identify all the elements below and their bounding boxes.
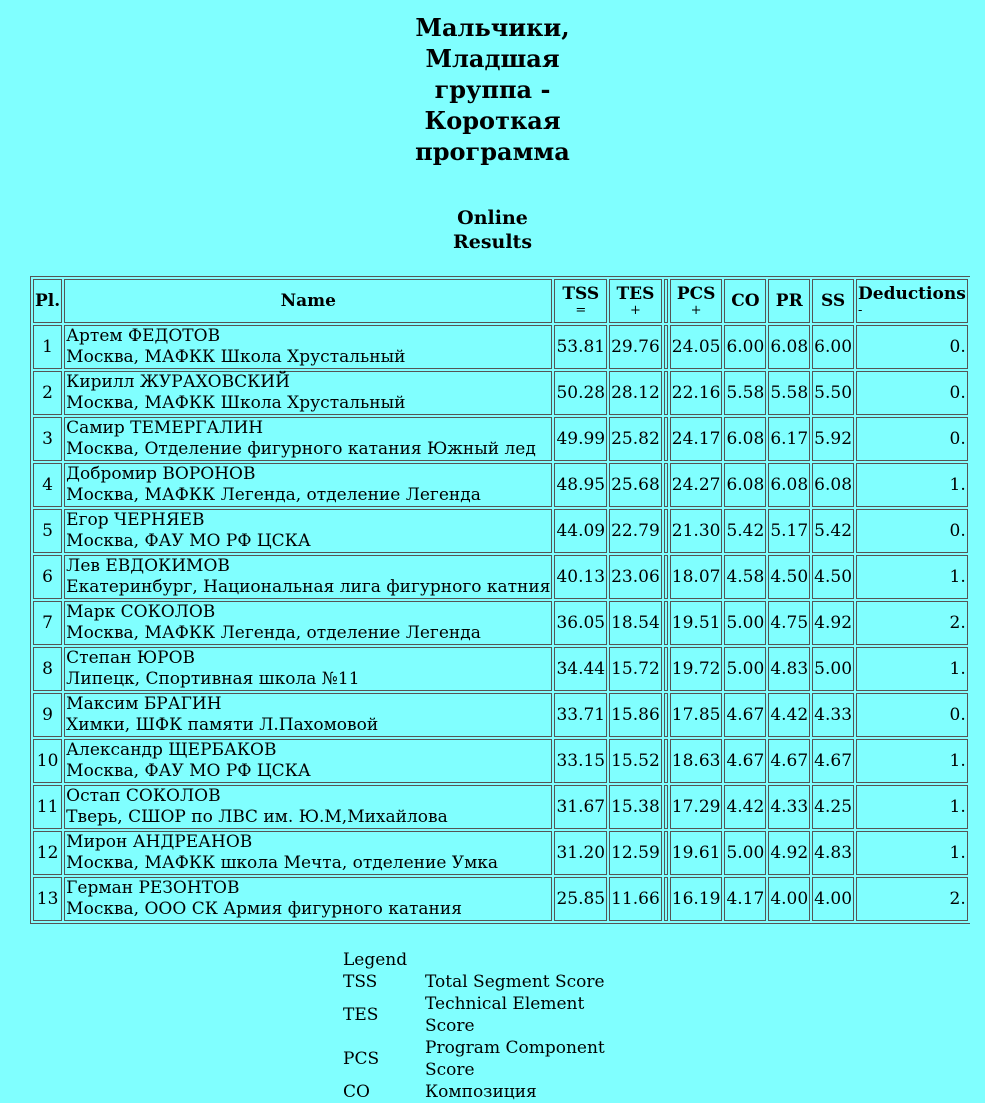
header-tes-label: TES bbox=[616, 284, 655, 304]
skater-club: Химки, ШФК памяти Л.Пахомовой bbox=[66, 715, 379, 735]
pcs-cell: 19.61 bbox=[670, 831, 723, 875]
name-cell bbox=[64, 647, 552, 691]
place-cell: 3 bbox=[33, 417, 62, 461]
place-cell: 13 bbox=[33, 877, 62, 921]
table-row bbox=[33, 739, 968, 783]
tes-cell: 29.76 bbox=[609, 325, 662, 369]
gap-cell bbox=[664, 739, 668, 783]
name-cell bbox=[64, 739, 552, 783]
skater-club: Москва, МАФКК школа Мечта, отделение Умка bbox=[66, 853, 499, 873]
gap-cell bbox=[664, 555, 668, 599]
skater-club: Москва, ФАУ МО РФ ЦСКА bbox=[66, 761, 311, 781]
pcs-cell: 24.17 bbox=[670, 417, 723, 461]
pcs-cell: 24.05 bbox=[670, 325, 723, 369]
tes-cell: 12.59 bbox=[609, 831, 662, 875]
pcs-cell: 16.19 bbox=[670, 877, 723, 921]
title-line: Мальчики, bbox=[415, 13, 570, 42]
name-cell bbox=[64, 325, 552, 369]
skater-name: Кирилл ЖУРАХОВСКИЙ bbox=[66, 372, 290, 392]
pcs-cell: 17.29 bbox=[670, 785, 723, 829]
pr-cell: 4.92 bbox=[768, 831, 810, 875]
skater-name: Александр ЩЕРБАКОВ bbox=[66, 740, 277, 760]
place-cell: 11 bbox=[33, 785, 62, 829]
tss-cell: 44.09 bbox=[554, 509, 607, 553]
subtitle-line: Results bbox=[452, 231, 533, 253]
table-row bbox=[33, 325, 968, 369]
skater-club: Москва, МАФКК Школа Хрустальный bbox=[66, 347, 406, 367]
deductions-cell: 0. bbox=[856, 417, 968, 461]
title-line: программа bbox=[415, 137, 570, 166]
skater-club: Екатеринбург, Национальная лига фигурного катния bbox=[66, 577, 551, 597]
co-cell: 5.42 bbox=[724, 509, 766, 553]
pr-cell: 5.58 bbox=[768, 371, 810, 415]
pr-cell: 4.67 bbox=[768, 739, 810, 783]
tss-cell: 31.20 bbox=[554, 831, 607, 875]
deductions-cell: 2. bbox=[856, 601, 968, 645]
ss-cell: 4.83 bbox=[812, 831, 854, 875]
page-subtitle bbox=[0, 206, 985, 254]
results-table bbox=[30, 276, 970, 924]
table-row bbox=[33, 693, 968, 737]
pcs-cell: 19.72 bbox=[670, 647, 723, 691]
skater-name: Егор ЧЕРНЯЕВ bbox=[66, 510, 205, 530]
co-cell: 5.00 bbox=[724, 601, 766, 645]
ss-cell: 4.00 bbox=[812, 877, 854, 921]
skater-name: Максим БРАГИН bbox=[66, 694, 222, 714]
gap-cell bbox=[664, 831, 668, 875]
skater-club: Москва, Отделение фигурного катания Южный лед bbox=[66, 439, 536, 459]
deductions-cell: 0. bbox=[856, 693, 968, 737]
legend-abbr: CO bbox=[343, 1082, 370, 1102]
skater-name: Добромир ВОРОНОВ bbox=[66, 464, 256, 484]
header-tes bbox=[609, 279, 662, 323]
co-cell: 5.00 bbox=[724, 831, 766, 875]
legend-item bbox=[343, 1037, 615, 1081]
name-cell bbox=[64, 371, 552, 415]
page-title bbox=[0, 12, 985, 167]
skater-club: Москва, МАФКК Школа Хрустальный bbox=[66, 393, 406, 413]
skater-name: Степан ЮРОВ bbox=[66, 648, 195, 668]
legend-abbr: PCS bbox=[343, 1049, 380, 1069]
tes-cell: 22.79 bbox=[609, 509, 662, 553]
header-tes-symbol: + bbox=[629, 303, 641, 318]
ss-cell: 5.00 bbox=[812, 647, 854, 691]
tss-cell: 36.05 bbox=[554, 601, 607, 645]
pr-cell: 5.17 bbox=[768, 509, 810, 553]
ss-cell: 4.33 bbox=[812, 693, 854, 737]
co-cell: 4.58 bbox=[724, 555, 766, 599]
skater-club: Москва, МАФКК Легенда, отделение Легенда bbox=[66, 623, 481, 643]
pcs-cell: 21.30 bbox=[670, 509, 723, 553]
legend-abbr: TES bbox=[343, 1005, 379, 1025]
pr-cell: 6.08 bbox=[768, 325, 810, 369]
name-cell bbox=[64, 877, 552, 921]
co-cell: 5.58 bbox=[724, 371, 766, 415]
tes-cell: 28.12 bbox=[609, 371, 662, 415]
skater-name: Марк СОКОЛОВ bbox=[66, 602, 216, 622]
name-cell bbox=[64, 463, 552, 507]
skater-name: Мирон АНДРЕАНОВ bbox=[66, 832, 253, 852]
table-row bbox=[33, 555, 968, 599]
skater-club: Москва, ФАУ МО РФ ЦСКА bbox=[66, 531, 311, 551]
header-deductions bbox=[856, 279, 968, 323]
pr-cell: 4.75 bbox=[768, 601, 810, 645]
header-pcs-symbol: + bbox=[690, 303, 702, 318]
place-cell: 10 bbox=[33, 739, 62, 783]
tss-cell: 33.15 bbox=[554, 739, 607, 783]
deductions-cell: 0. bbox=[856, 325, 968, 369]
legend-desc: Program Component Score bbox=[425, 1038, 605, 1080]
place-cell: 9 bbox=[33, 693, 62, 737]
tss-cell: 34.44 bbox=[554, 647, 607, 691]
skater-club: Тверь, СШОР по ЛВС им. Ю.М,Михайлова bbox=[66, 807, 448, 827]
legend-abbr: TSS bbox=[343, 972, 378, 992]
skater-name: Самир ТЕМЕРГАЛИН bbox=[66, 418, 264, 438]
tes-cell: 23.06 bbox=[609, 555, 662, 599]
header-pcs bbox=[670, 279, 723, 323]
co-cell: 6.00 bbox=[724, 325, 766, 369]
skater-club: Москва, МАФКК Легенда, отделение Легенда bbox=[66, 485, 481, 505]
pr-cell: 6.17 bbox=[768, 417, 810, 461]
place-cell: 5 bbox=[33, 509, 62, 553]
skater-name: Артем ФЕДОТОВ bbox=[66, 326, 221, 346]
co-cell: 6.08 bbox=[724, 463, 766, 507]
legend-desc: Total Segment Score bbox=[425, 972, 605, 992]
gap-cell bbox=[664, 785, 668, 829]
ss-cell: 4.92 bbox=[812, 601, 854, 645]
pr-cell: 4.42 bbox=[768, 693, 810, 737]
header-pcs-label: PCS bbox=[676, 284, 716, 304]
legend-desc: Композиция bbox=[425, 1082, 537, 1102]
table-row bbox=[33, 877, 968, 921]
gap-cell bbox=[664, 877, 668, 921]
pr-cell: 4.00 bbox=[768, 877, 810, 921]
header-deductions-label: Deductions bbox=[858, 284, 966, 304]
title-line: Короткая bbox=[424, 106, 561, 135]
pr-cell: 6.08 bbox=[768, 463, 810, 507]
gap-cell bbox=[664, 417, 668, 461]
name-cell bbox=[64, 601, 552, 645]
gap-cell bbox=[664, 371, 668, 415]
name-cell bbox=[64, 417, 552, 461]
legend-desc: Technical Element Score bbox=[425, 994, 585, 1036]
header-tss-label: TSS bbox=[562, 284, 600, 304]
ss-cell: 5.92 bbox=[812, 417, 854, 461]
tss-cell: 33.71 bbox=[554, 693, 607, 737]
gap-cell bbox=[664, 463, 668, 507]
pr-cell: 4.50 bbox=[768, 555, 810, 599]
place-cell: 2 bbox=[33, 371, 62, 415]
pcs-cell: 19.51 bbox=[670, 601, 723, 645]
table-row bbox=[33, 785, 968, 829]
tss-cell: 49.99 bbox=[554, 417, 607, 461]
pr-cell: 4.83 bbox=[768, 647, 810, 691]
co-cell: 4.17 bbox=[724, 877, 766, 921]
skater-name: Герман РЕЗОНТОВ bbox=[66, 878, 240, 898]
tss-cell: 31.67 bbox=[554, 785, 607, 829]
ss-cell: 5.50 bbox=[812, 371, 854, 415]
legend bbox=[343, 949, 615, 1103]
skater-club: Липецк, Спортивная школа №11 bbox=[66, 669, 360, 689]
ss-cell: 6.08 bbox=[812, 463, 854, 507]
name-cell bbox=[64, 693, 552, 737]
header-ss: SS bbox=[812, 279, 854, 323]
deductions-cell: 0. bbox=[856, 371, 968, 415]
tss-cell: 50.28 bbox=[554, 371, 607, 415]
legend-table bbox=[343, 971, 615, 1103]
tss-cell: 48.95 bbox=[554, 463, 607, 507]
gap-cell bbox=[664, 509, 668, 553]
co-cell: 6.08 bbox=[724, 417, 766, 461]
gap-cell bbox=[664, 647, 668, 691]
place-cell: 4 bbox=[33, 463, 62, 507]
place-cell: 12 bbox=[33, 831, 62, 875]
deductions-cell: 1. bbox=[856, 831, 968, 875]
ss-cell: 4.25 bbox=[812, 785, 854, 829]
tes-cell: 15.72 bbox=[609, 647, 662, 691]
gap-cell bbox=[664, 601, 668, 645]
skater-club: Москва, ООО СК Армия фигурного катания bbox=[66, 899, 462, 919]
table-row bbox=[33, 371, 968, 415]
name-cell bbox=[64, 555, 552, 599]
title-line: группа - bbox=[434, 75, 551, 104]
header-gap bbox=[664, 279, 668, 323]
name-cell bbox=[64, 509, 552, 553]
pr-cell: 4.33 bbox=[768, 785, 810, 829]
table-row bbox=[33, 831, 968, 875]
pcs-cell: 18.63 bbox=[670, 739, 723, 783]
tes-cell: 15.86 bbox=[609, 693, 662, 737]
co-cell: 4.67 bbox=[724, 693, 766, 737]
table-header-row bbox=[33, 279, 968, 323]
gap-cell bbox=[664, 325, 668, 369]
skater-name: Лев ЕВДОКИМОВ bbox=[66, 556, 230, 576]
place-cell: 6 bbox=[33, 555, 62, 599]
gap-cell bbox=[664, 693, 668, 737]
tss-cell: 53.81 bbox=[554, 325, 607, 369]
table-row bbox=[33, 463, 968, 507]
deductions-cell: 0. bbox=[856, 509, 968, 553]
place-cell: 8 bbox=[33, 647, 62, 691]
legend-item bbox=[343, 971, 615, 993]
header-pl: Pl. bbox=[33, 279, 62, 323]
co-cell: 5.00 bbox=[724, 647, 766, 691]
pcs-cell: 17.85 bbox=[670, 693, 723, 737]
deductions-cell: 1. bbox=[856, 785, 968, 829]
deductions-cell: 1. bbox=[856, 739, 968, 783]
subtitle-line: Online bbox=[457, 207, 528, 229]
tss-cell: 25.85 bbox=[554, 877, 607, 921]
place-cell: 1 bbox=[33, 325, 62, 369]
name-cell bbox=[64, 831, 552, 875]
ss-cell: 5.42 bbox=[812, 509, 854, 553]
name-cell bbox=[64, 785, 552, 829]
pcs-cell: 22.16 bbox=[670, 371, 723, 415]
deductions-cell: 2. bbox=[856, 877, 968, 921]
table-row bbox=[33, 417, 968, 461]
table-row bbox=[33, 601, 968, 645]
header-name: Name bbox=[64, 279, 552, 323]
tes-cell: 25.82 bbox=[609, 417, 662, 461]
legend-heading: Legend bbox=[343, 950, 408, 970]
co-cell: 4.67 bbox=[724, 739, 766, 783]
header-pr: PR bbox=[768, 279, 810, 323]
table-row bbox=[33, 509, 968, 553]
place-cell: 7 bbox=[33, 601, 62, 645]
pcs-cell: 24.27 bbox=[670, 463, 723, 507]
deductions-cell: 1. bbox=[856, 647, 968, 691]
title-line: Младшая bbox=[425, 44, 560, 73]
header-tss-symbol: = bbox=[575, 303, 587, 318]
tes-cell: 25.68 bbox=[609, 463, 662, 507]
ss-cell: 6.00 bbox=[812, 325, 854, 369]
pcs-cell: 18.07 bbox=[670, 555, 723, 599]
deductions-cell: 1. bbox=[856, 463, 968, 507]
ss-cell: 4.67 bbox=[812, 739, 854, 783]
header-tss bbox=[554, 279, 607, 323]
legend-item bbox=[343, 1081, 615, 1103]
tes-cell: 15.38 bbox=[609, 785, 662, 829]
legend-item bbox=[343, 993, 615, 1037]
header-co: CO bbox=[724, 279, 766, 323]
tss-cell: 40.13 bbox=[554, 555, 607, 599]
table-row bbox=[33, 647, 968, 691]
ss-cell: 4.50 bbox=[812, 555, 854, 599]
skater-name: Остап СОКОЛОВ bbox=[66, 786, 221, 806]
tes-cell: 11.66 bbox=[609, 877, 662, 921]
deductions-cell: 1. bbox=[856, 555, 968, 599]
tes-cell: 15.52 bbox=[609, 739, 662, 783]
co-cell: 4.42 bbox=[724, 785, 766, 829]
header-deductions-symbol: - bbox=[858, 303, 863, 318]
tes-cell: 18.54 bbox=[609, 601, 662, 645]
